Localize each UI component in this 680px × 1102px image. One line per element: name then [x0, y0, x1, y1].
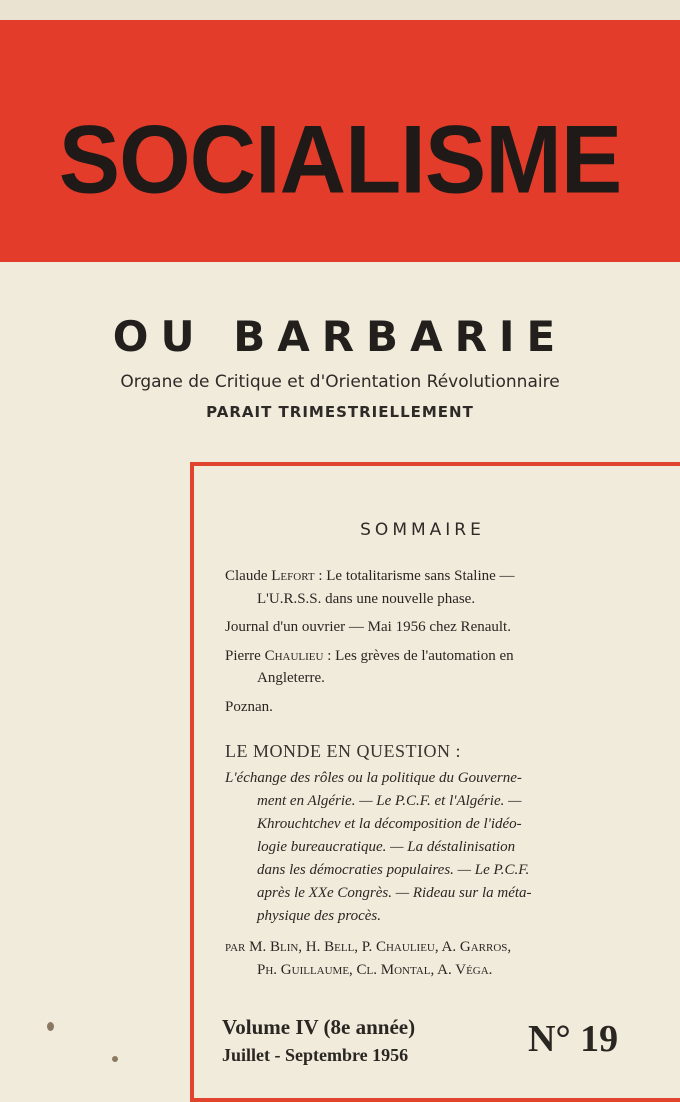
issue-volume-block: [222, 1013, 415, 1069]
entry-text: Journal d'un ouvrier — Mai 1956 chez Renault.: [225, 619, 511, 635]
contributors-line: par M. Blin, H. Bell, P. Chaulieu, A. Garros,: [225, 938, 512, 955]
paper-stain: [47, 1022, 54, 1031]
entry-continuation: L'U.R.S.S. dans une nouvelle phase.: [257, 590, 476, 607]
summary-line: Khrouchtchev et la décomposition de l'idéo-: [257, 815, 522, 832]
publication-frequency: PARAIT TRIMESTRIELLEMENT: [206, 403, 474, 421]
sommaire-heading: SOMMAIRE: [360, 520, 485, 540]
tagline: Organe de Critique et d'Orientation Révolutionnaire: [120, 372, 560, 392]
contributors-line: Ph. Guillaume, Cl. Montal, A. Véga.: [257, 961, 493, 978]
summary-line: dans les démocraties populaires. — Le P.C.F.: [257, 861, 530, 878]
entry-continuation: Angleterre.: [257, 670, 325, 686]
contents-entry: [225, 645, 635, 690]
summary-line: L'échange des rôles ou la politique du Gouverne-: [225, 769, 522, 786]
contents-entry: [225, 696, 635, 719]
summary-line: logie bureaucratique. — La déstalinisation: [257, 838, 516, 855]
journal-title: SOCIALISME: [58, 106, 622, 214]
contents-entry: [225, 565, 635, 610]
entry-author: Chaulieu: [264, 647, 324, 664]
contributors: [225, 936, 635, 982]
section-heading: LE MONDE EN QUESTION :: [225, 741, 461, 761]
entry-text: Pierre: [225, 647, 265, 664]
top-paper-edge: [0, 0, 680, 20]
issue-number: N° 19: [528, 1018, 619, 1060]
volume-label: Volume IV (8e année): [222, 1015, 416, 1039]
entry-text: : Le totalitarisme sans Staline —: [314, 568, 515, 584]
entry-author: Lefort: [271, 568, 315, 584]
entry-text: Poznan.: [225, 698, 273, 715]
section-summary: [225, 767, 635, 928]
contents-list: [225, 565, 635, 982]
contents-entry: [225, 616, 635, 639]
summary-line: physique des procès.: [257, 907, 381, 924]
paper-stain: [112, 1056, 118, 1062]
entry-text: Claude: [225, 568, 272, 584]
issue-date: Juillet - Septembre 1956: [222, 1045, 409, 1065]
summary-line: ment en Algérie. — Le P.C.F. et l'Algérie. —: [257, 792, 522, 809]
entry-text: : Les grèves de l'automation en: [323, 647, 514, 664]
journal-subtitle: OU BARBARIE: [112, 312, 568, 361]
summary-line: après le XXe Congrès. — Rideau sur la méta-: [257, 884, 532, 901]
